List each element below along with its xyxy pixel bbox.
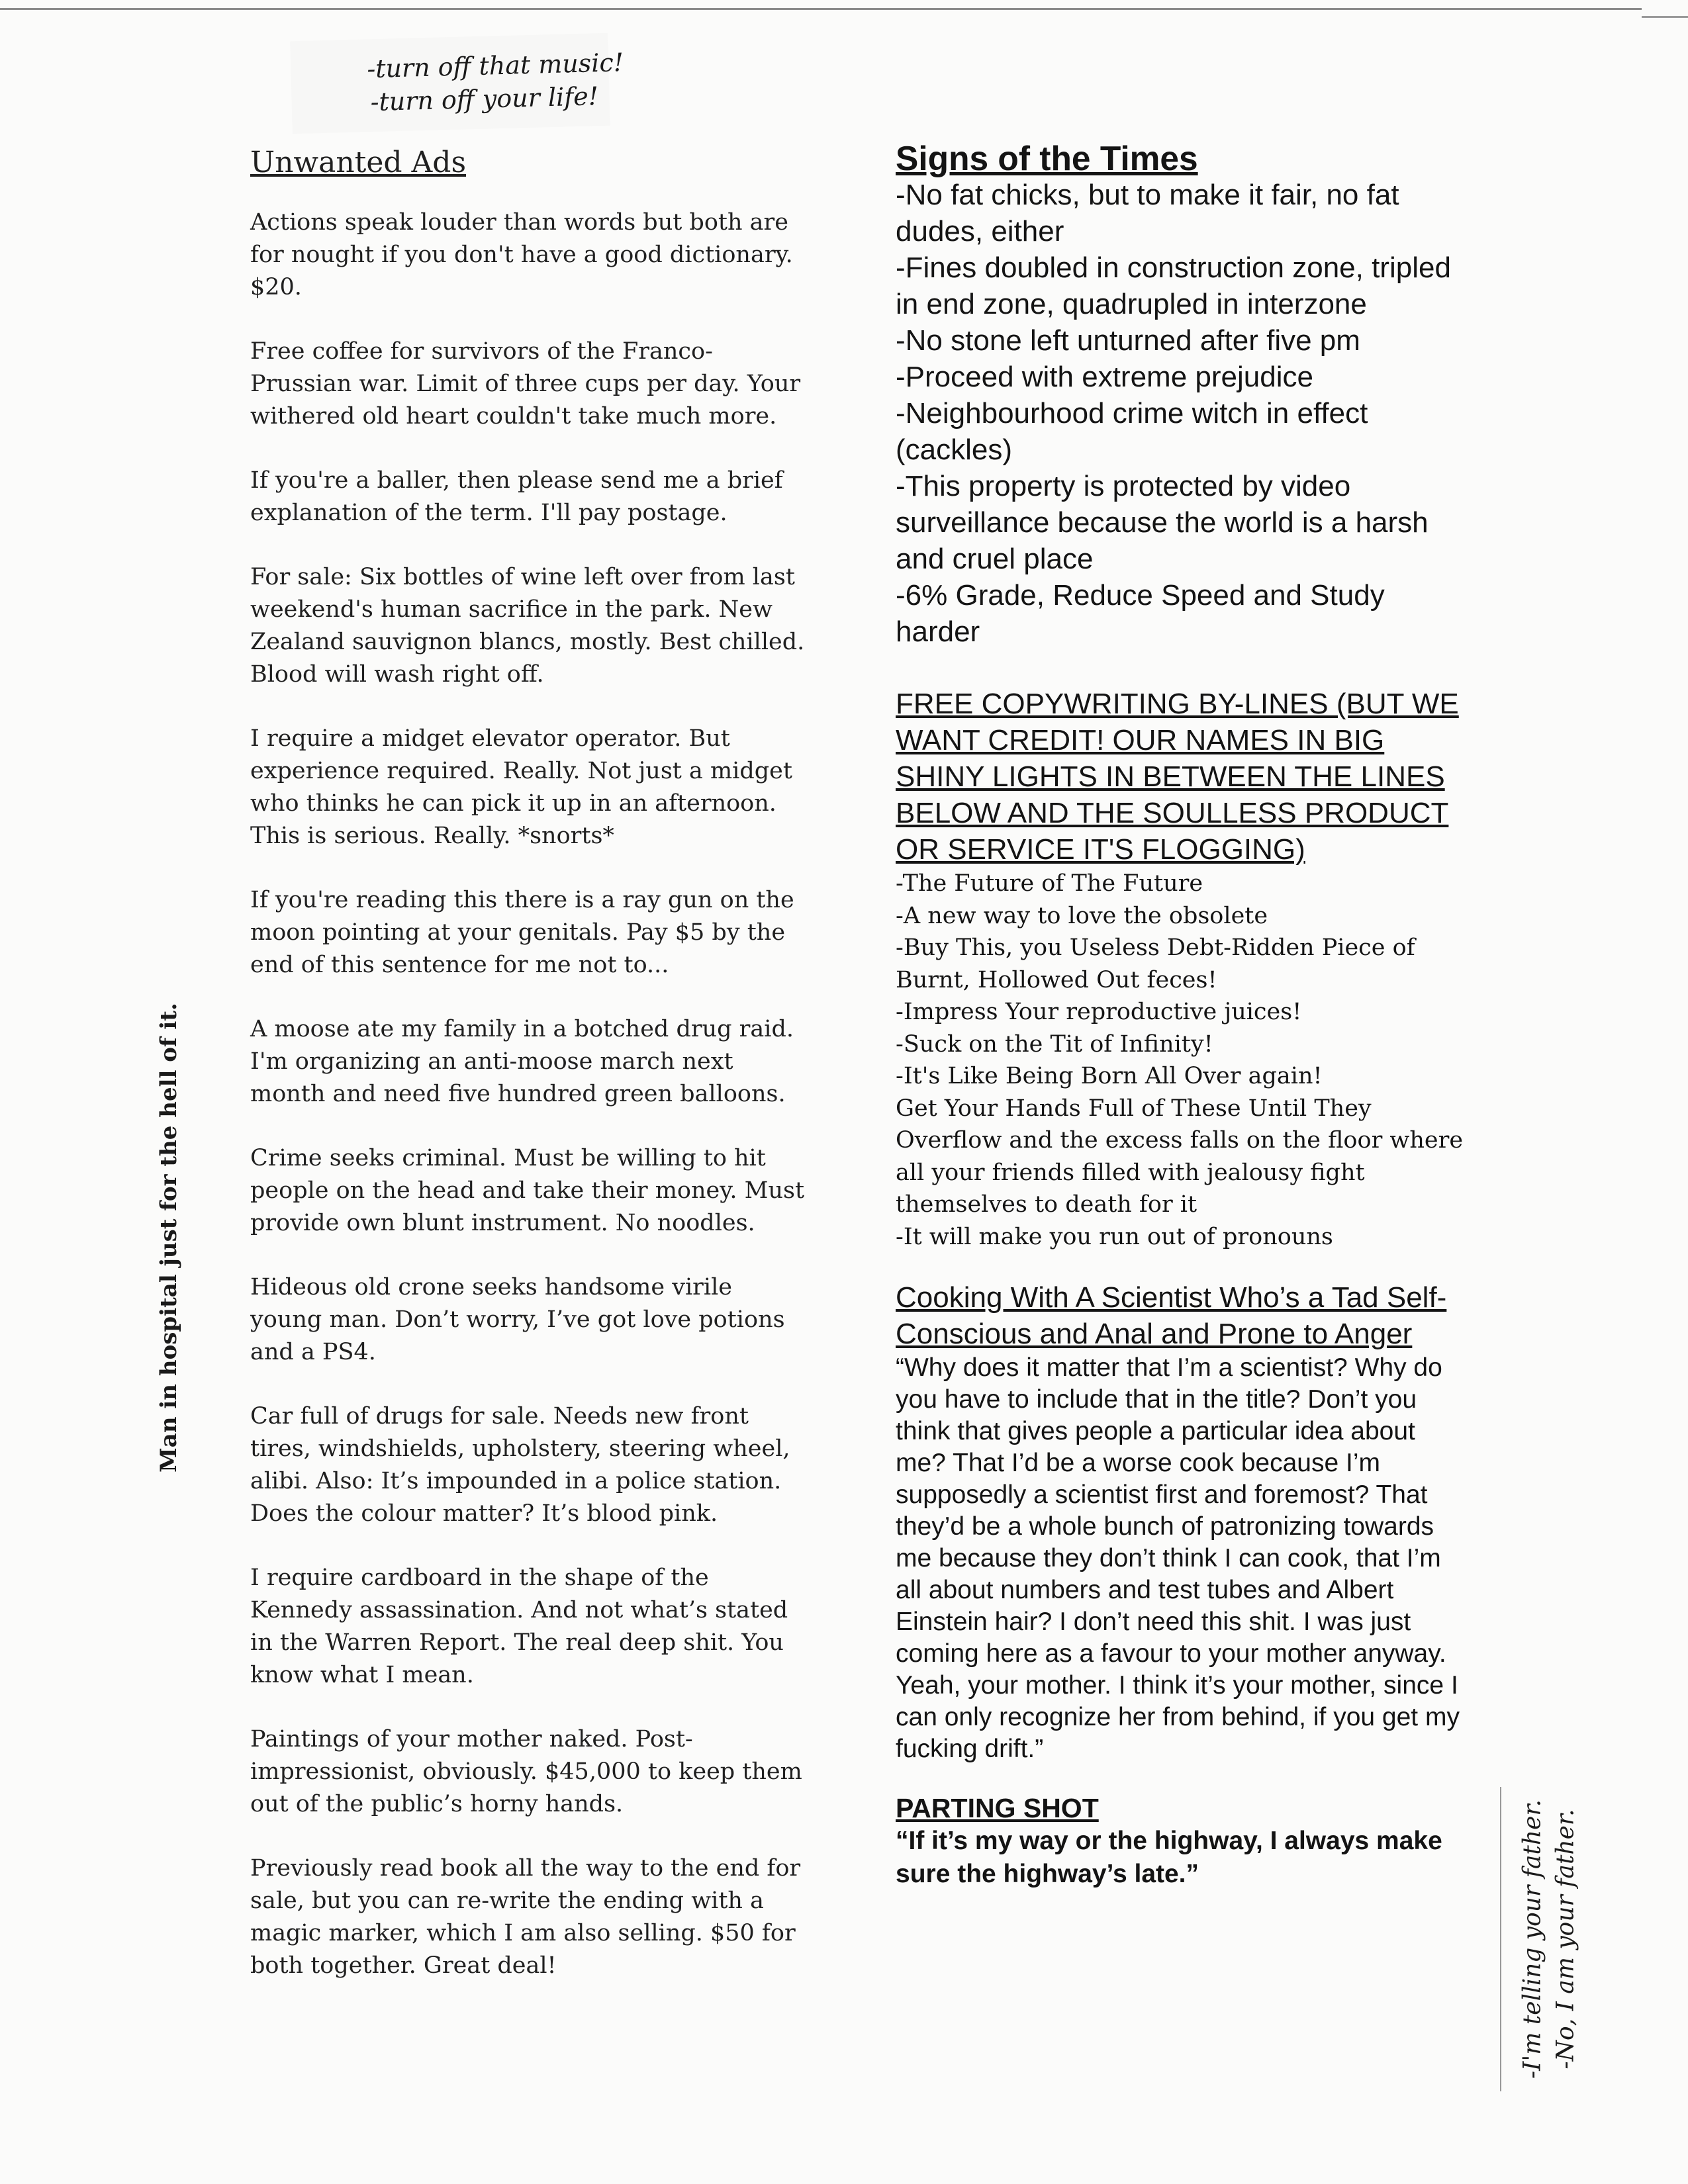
top-rule: [0, 8, 1642, 10]
signs-section: [896, 140, 1472, 650]
ad-item: A moose ate my family in a botched drug raid. I'm organizing an anti-moose march next month and need five hundred green balloons.: [250, 1016, 794, 1107]
ad-item: Free coffee for survivors of the Franco-Prussian war. Limit of three cups per day. Your withered old heart couldn't take much more.: [250, 338, 801, 430]
side-note-right: [1496, 1787, 1589, 2091]
right-column: [896, 140, 1472, 1891]
byline-item: -The Future of The Future: [896, 870, 1203, 897]
ad-item: If you're a baller, then please send me a brief explanation of the term. I'll pay postage.: [250, 467, 783, 526]
sticker-note: [290, 33, 624, 134]
sign-item: -Proceed with extreme prejudice: [896, 361, 1313, 393]
byline-item: -Suck on the Tit of Infinity!: [896, 1030, 1213, 1058]
sticker-line-1: -turn off that music!: [366, 48, 624, 84]
byline-item: -It's Like Being Born All Over again!: [896, 1063, 1323, 1089]
side-note-right-line-2: -No, I am your father.: [1552, 1809, 1579, 2070]
sign-item: -Neighbourhood crime witch in effect (cackles): [896, 397, 1368, 466]
ad-item: I require a midget elevator operator. But experience required. Really. Not just a midget who thinks he can pick it up in an afternoon. This is serious. Really. *snorts*: [250, 725, 792, 849]
signs-title: Signs of the Times: [896, 139, 1198, 177]
side-note-right-line-1: -I'm telling your father.: [1519, 1799, 1546, 2079]
byline-item: -It will make you run out of pronouns: [896, 1223, 1333, 1250]
ad-item: Crime seeks criminal. Must be willing to hit people on the head and take their money. Must provide own blunt instrument. No noodles.: [250, 1145, 805, 1236]
sticker-edge: [1500, 1787, 1501, 2091]
ad-item: Actions speak louder than words but both are for nought if you don't have a good dictionary. $20.: [250, 209, 793, 300]
unwanted-ads-column: [250, 139, 806, 2014]
sign-item: -No stone left unturned after five pm: [896, 324, 1360, 357]
ad-item: For sale: Six bottles of wine left over from last weekend's human sacrifice in the park. New Zealand sauvignon blancs, mostly. Best chilled. Blood will wash right off.: [250, 564, 805, 688]
ad-item: Hideous old crone seeks handsome virile young man. Don’t worry, I’ve got love potions and a PS4.: [250, 1274, 785, 1365]
ad-item: I require cardboard in the shape of the Kennedy assassination. And not what’s stated in the Warren Report. The real deep shit. You know what I mean.: [250, 1565, 788, 1688]
sign-item: -No fat chicks, but to make it fair, no fat dudes, either: [896, 179, 1399, 248]
ad-item: Paintings of your mother naked. Post-impressionist, obviously. $45,000 to keep them out of the public’s horny hands.: [250, 1726, 802, 1817]
parting-quote: “If it’s my way or the highway, I always make sure the highway’s late.”: [896, 1827, 1442, 1888]
cooking-title: Cooking With A Scientist Who’s a Tad Self-Conscious and Anal and Prone to Anger: [896, 1281, 1447, 1350]
ad-item: Car full of drugs for sale. Needs new front tires, windshields, upholstery, steering wheel, alibi. Also: It’s impounded in a police station. Does the colour matter? It’s blood pink.: [250, 1403, 790, 1527]
byline-item: Get Your Hands Full of These Until They Overflow and the excess falls on the floor where all your friends filled with jealousy fight themselves to death for it: [896, 1095, 1464, 1218]
sign-item: -This property is protected by video surveillance because the world is a harsh and cruel place: [896, 470, 1429, 575]
copywriting-section: [896, 686, 1472, 1253]
byline-item: -Impress Your reproductive juices!: [896, 999, 1302, 1025]
ad-item: Previously read book all the way to the end for sale, but you can re-write the ending with a magic marker, which I am also selling. $50 for both together. Great deal!: [250, 1855, 801, 1979]
copywriting-title: FREE COPYWRITING BY-LINES (BUT WE WANT CREDIT! OUR NAMES IN BIG SHINY LIGHTS IN BETWEEN THE LINES BELOW AND THE SOULLESS PRODUCT OR SERVICE IT'S FLOGGING): [896, 688, 1459, 866]
sign-item: -Fines doubled in construction zone, tripled in end zone, quadrupled in interzone: [896, 251, 1451, 320]
byline-item: -A new way to love the obsolete: [896, 902, 1268, 929]
parting-section: [896, 1792, 1472, 1891]
corner-mark: [1642, 0, 1688, 18]
byline-item: -Buy This, you Useless Debt-Ridden Piece of Burnt, Hollowed Out feces!: [896, 934, 1415, 993]
sign-item: -6% Grade, Reduce Speed and Study harder: [896, 579, 1385, 648]
side-note-left: [152, 1003, 185, 1473]
unwanted-ads-title: Unwanted Ads: [250, 146, 467, 179]
cooking-section: [896, 1279, 1472, 1765]
cooking-body: “Why does it matter that I’m a scientist? Why do you have to include that in the title? Don’t you think that gives people a particular idea about me? That I’d be a worse cook because I’m supposedly a scientist first and foremost? That they’d be a whole bunch of patronizing towards me because they don’t think I can cook, that I’m all about numbers and test tubes and Albert Einstein hair? I don’t need this shit. I was just coming here as a favour to your mother anyway. Yeah, your mother. I think it’s your mother, since I can only recognize her from behind, if you get my fucking drift.”: [896, 1353, 1460, 1763]
side-note-left-text: Man in hospital just for the hell of it.: [156, 1003, 182, 1473]
parting-title: PARTING SHOT: [896, 1793, 1099, 1823]
ad-item: If you're reading this there is a ray gun on the moon pointing at your genitals. Pay $5 by the end of this sentence for me not to...: [250, 887, 794, 978]
sticker-line-2: -turn off your life!: [370, 81, 599, 117]
